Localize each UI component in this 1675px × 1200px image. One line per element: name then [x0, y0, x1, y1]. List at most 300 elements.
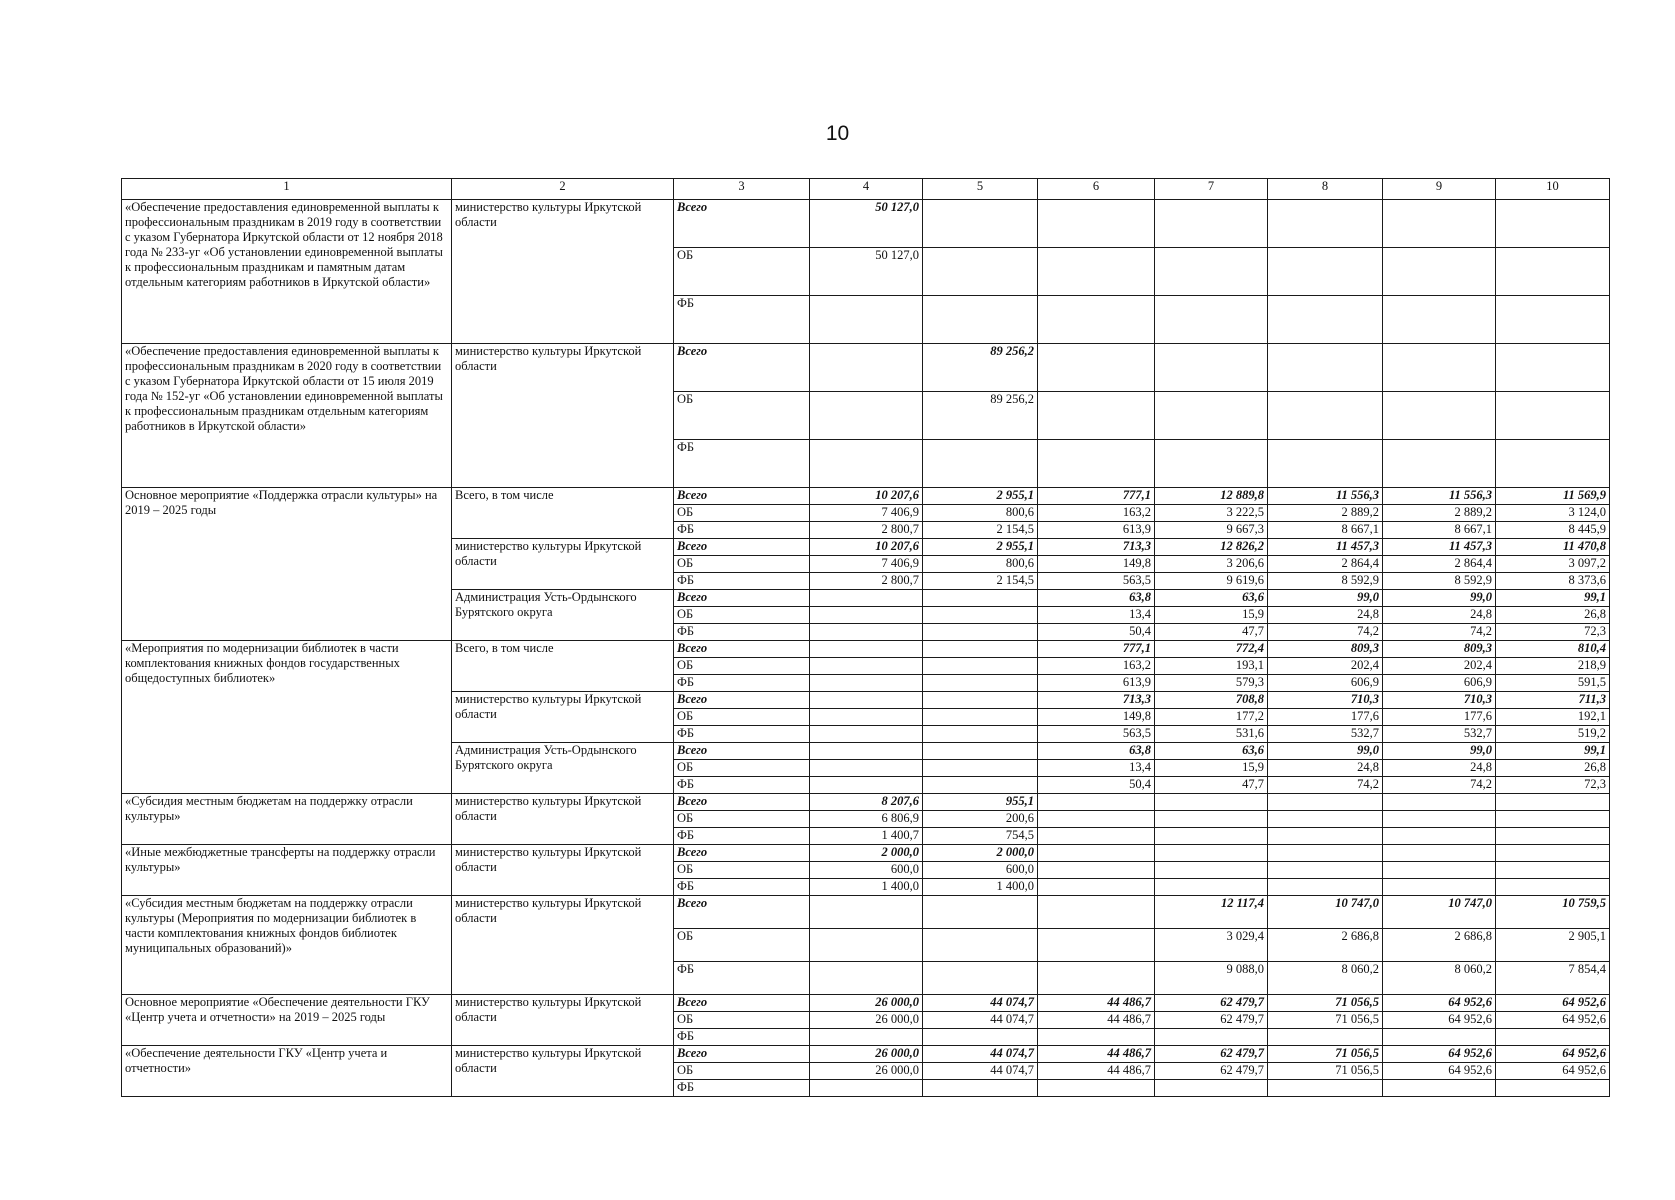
responsible-executor: министерство культуры Иркутской области: [452, 896, 674, 995]
value-cell: 192,1: [1496, 709, 1610, 726]
value-cell: [1155, 296, 1268, 344]
value-cell: 600,0: [923, 862, 1038, 879]
funding-source: Всего: [674, 794, 810, 811]
value-cell: 800,6: [923, 556, 1038, 573]
value-cell: 64 952,6: [1383, 995, 1496, 1012]
value-cell: [1038, 929, 1155, 962]
value-cell: 177,6: [1268, 709, 1383, 726]
value-cell: [1496, 828, 1610, 845]
responsible-executor: Всего, в том числе: [452, 488, 674, 539]
funding-source: Всего: [674, 590, 810, 607]
value-cell: 3 097,2: [1496, 556, 1610, 573]
value-cell: 531,6: [1155, 726, 1268, 743]
value-cell: 7 406,9: [810, 505, 923, 522]
value-cell: 8 445,9: [1496, 522, 1610, 539]
value-cell: 44 074,7: [923, 995, 1038, 1012]
value-cell: [923, 896, 1038, 929]
value-cell: [1383, 440, 1496, 488]
value-cell: 24,8: [1268, 607, 1383, 624]
budget-table: [121, 178, 1610, 1097]
measure-description: Основное мероприятие «Обеспечение деятельности ГКУ «Центр учета и отчетности» на 2019 – 2025 годы: [122, 995, 452, 1046]
value-cell: 532,7: [1268, 726, 1383, 743]
value-cell: 26 000,0: [810, 1012, 923, 1029]
value-cell: 10 747,0: [1383, 896, 1496, 929]
funding-source: ФБ: [674, 828, 810, 845]
value-cell: [1155, 862, 1268, 879]
value-cell: 2 889,2: [1268, 505, 1383, 522]
value-cell: 26 000,0: [810, 995, 923, 1012]
value-cell: 74,2: [1383, 777, 1496, 794]
value-cell: 809,3: [1268, 641, 1383, 658]
value-cell: [1268, 845, 1383, 862]
responsible-executor: министерство культуры Иркутской области: [452, 539, 674, 590]
value-cell: [1383, 845, 1496, 862]
value-cell: 74,2: [1383, 624, 1496, 641]
value-cell: 8 667,1: [1268, 522, 1383, 539]
value-cell: 955,1: [923, 794, 1038, 811]
value-cell: [1496, 440, 1610, 488]
value-cell: 99,0: [1268, 590, 1383, 607]
value-cell: 1 400,0: [923, 879, 1038, 896]
value-cell: [1383, 200, 1496, 248]
value-cell: 99,0: [1268, 743, 1383, 760]
value-cell: [923, 777, 1038, 794]
value-cell: 13,4: [1038, 607, 1155, 624]
value-cell: [810, 607, 923, 624]
value-cell: [1268, 1029, 1383, 1046]
value-cell: 200,6: [923, 811, 1038, 828]
value-cell: [810, 692, 923, 709]
value-cell: 8 060,2: [1268, 962, 1383, 995]
table-row: [122, 995, 1610, 1012]
value-cell: 10 207,6: [810, 488, 923, 505]
value-cell: [1268, 248, 1383, 296]
value-cell: 11 556,3: [1268, 488, 1383, 505]
funding-source: ФБ: [674, 962, 810, 995]
responsible-executor: министерство культуры Иркутской области: [452, 995, 674, 1046]
value-cell: 72,3: [1496, 624, 1610, 641]
value-cell: [923, 607, 1038, 624]
column-header: 4: [810, 179, 923, 200]
value-cell: 563,5: [1038, 726, 1155, 743]
funding-source: Всего: [674, 743, 810, 760]
table-row: [122, 1046, 1610, 1063]
value-cell: [1155, 794, 1268, 811]
responsible-executor: министерство культуры Иркутской области: [452, 200, 674, 344]
value-cell: [923, 296, 1038, 344]
value-cell: 44 486,7: [1038, 1063, 1155, 1080]
value-cell: 2 800,7: [810, 522, 923, 539]
value-cell: 809,3: [1383, 641, 1496, 658]
value-cell: [923, 590, 1038, 607]
value-cell: 708,8: [1155, 692, 1268, 709]
value-cell: [1496, 811, 1610, 828]
value-cell: 149,8: [1038, 556, 1155, 573]
value-cell: [1155, 1029, 1268, 1046]
measure-description: «Обеспечение предоставления единовременной выплаты к профессиональным праздникам в 2020 году в соответствии с указом Губернатора Иркутской области от 15 июля 2019 года № 152-уг «Об установлении единовременной выплаты к профессиональным праздникам отдельным категориям работников в Иркутской области»: [122, 344, 452, 488]
column-header: 6: [1038, 179, 1155, 200]
value-cell: 74,2: [1268, 777, 1383, 794]
value-cell: 11 457,3: [1268, 539, 1383, 556]
value-cell: 2 800,7: [810, 573, 923, 590]
value-cell: [923, 641, 1038, 658]
measure-description: «Обеспечение предоставления единовременной выплаты к профессиональным праздникам в 2019 году в соответствии с указом Губернатора Иркутской области от 12 ноября 2018 года № 233-уг «Об установлении единовременной выплаты к профессиональным праздникам и памятным датам отдельным категориям работников в Иркутской области»: [122, 200, 452, 344]
measure-description: «Обеспечение деятельности ГКУ «Центр учета и отчетности»: [122, 1046, 452, 1097]
value-cell: [1038, 879, 1155, 896]
value-cell: 26 000,0: [810, 1063, 923, 1080]
funding-source: Всего: [674, 200, 810, 248]
value-cell: [810, 726, 923, 743]
value-cell: 11 457,3: [1383, 539, 1496, 556]
table-row: [122, 896, 1610, 929]
value-cell: [923, 440, 1038, 488]
column-header: 7: [1155, 179, 1268, 200]
value-cell: [923, 692, 1038, 709]
value-cell: 44 074,7: [923, 1012, 1038, 1029]
value-cell: [810, 675, 923, 692]
value-cell: 63,6: [1155, 743, 1268, 760]
funding-source: ФБ: [674, 296, 810, 344]
funding-source: Всего: [674, 995, 810, 1012]
column-header: 1: [122, 179, 452, 200]
value-cell: [1496, 794, 1610, 811]
funding-source: ФБ: [674, 440, 810, 488]
value-cell: [1268, 794, 1383, 811]
value-cell: 71 056,5: [1268, 995, 1383, 1012]
value-cell: [1496, 845, 1610, 862]
value-cell: 563,5: [1038, 573, 1155, 590]
value-cell: 202,4: [1383, 658, 1496, 675]
funding-source: ФБ: [674, 1029, 810, 1046]
value-cell: 6 806,9: [810, 811, 923, 828]
funding-source: Всего: [674, 344, 810, 392]
funding-source: ОБ: [674, 248, 810, 296]
measure-description: Основное мероприятие «Поддержка отрасли культуры» на 2019 – 2025 годы: [122, 488, 452, 641]
value-cell: [810, 709, 923, 726]
value-cell: 11 556,3: [1383, 488, 1496, 505]
value-cell: 26 000,0: [810, 1046, 923, 1063]
value-cell: 24,8: [1383, 607, 1496, 624]
value-cell: [1496, 248, 1610, 296]
column-header: 8: [1268, 179, 1383, 200]
value-cell: [1383, 248, 1496, 296]
column-header: 2: [452, 179, 674, 200]
value-cell: [810, 1029, 923, 1046]
value-cell: 15,9: [1155, 607, 1268, 624]
value-cell: 64 952,6: [1383, 1046, 1496, 1063]
value-cell: [1268, 440, 1383, 488]
value-cell: 1 400,7: [810, 828, 923, 845]
value-cell: 63,6: [1155, 590, 1268, 607]
header-row: [122, 179, 1610, 200]
value-cell: 9 619,6: [1155, 573, 1268, 590]
value-cell: 177,6: [1383, 709, 1496, 726]
value-cell: 24,8: [1383, 760, 1496, 777]
value-cell: 3 222,5: [1155, 505, 1268, 522]
value-cell: 149,8: [1038, 709, 1155, 726]
column-header: 9: [1383, 179, 1496, 200]
value-cell: [1383, 862, 1496, 879]
responsible-executor: Администрация Усть-Ордынского Бурятского округа: [452, 743, 674, 794]
table-row: [122, 845, 1610, 862]
value-cell: 163,2: [1038, 505, 1155, 522]
value-cell: 519,2: [1496, 726, 1610, 743]
value-cell: [1496, 862, 1610, 879]
value-cell: 800,6: [923, 505, 1038, 522]
value-cell: 26,8: [1496, 760, 1610, 777]
value-cell: 50,4: [1038, 624, 1155, 641]
funding-source: ОБ: [674, 658, 810, 675]
value-cell: [810, 440, 923, 488]
value-cell: 99,0: [1383, 743, 1496, 760]
value-cell: [1383, 1080, 1496, 1097]
value-cell: 71 056,5: [1268, 1063, 1383, 1080]
value-cell: [1038, 248, 1155, 296]
value-cell: [1155, 344, 1268, 392]
value-cell: [1038, 392, 1155, 440]
value-cell: [1038, 296, 1155, 344]
value-cell: [810, 624, 923, 641]
value-cell: [810, 590, 923, 607]
value-cell: [1496, 392, 1610, 440]
value-cell: [810, 296, 923, 344]
table-row: [122, 200, 1610, 248]
funding-source: ОБ: [674, 392, 810, 440]
value-cell: 711,3: [1496, 692, 1610, 709]
value-cell: [1383, 392, 1496, 440]
value-cell: [810, 760, 923, 777]
value-cell: [1383, 828, 1496, 845]
value-cell: [810, 777, 923, 794]
value-cell: [1496, 1029, 1610, 1046]
value-cell: [1038, 811, 1155, 828]
value-cell: 62 479,7: [1155, 1012, 1268, 1029]
value-cell: 2 154,5: [923, 522, 1038, 539]
value-cell: 606,9: [1268, 675, 1383, 692]
value-cell: 12 889,8: [1155, 488, 1268, 505]
value-cell: [923, 929, 1038, 962]
value-cell: 591,5: [1496, 675, 1610, 692]
value-cell: 532,7: [1383, 726, 1496, 743]
value-cell: 772,4: [1155, 641, 1268, 658]
funding-source: ФБ: [674, 624, 810, 641]
funding-source: ОБ: [674, 607, 810, 624]
value-cell: 3 206,6: [1155, 556, 1268, 573]
measure-description: «Мероприятия по модернизации библиотек в части комплектования книжных фондов государственных общедоступных библиотек»: [122, 641, 452, 794]
funding-source: ФБ: [674, 1080, 810, 1097]
value-cell: 777,1: [1038, 488, 1155, 505]
value-cell: [1155, 200, 1268, 248]
value-cell: [810, 962, 923, 995]
value-cell: [1038, 794, 1155, 811]
value-cell: [923, 675, 1038, 692]
value-cell: 754,5: [923, 828, 1038, 845]
value-cell: 600,0: [810, 862, 923, 879]
value-cell: 89 256,2: [923, 392, 1038, 440]
responsible-executor: Всего, в том числе: [452, 641, 674, 692]
value-cell: [1383, 296, 1496, 344]
value-cell: 710,3: [1383, 692, 1496, 709]
value-cell: 71 056,5: [1268, 1046, 1383, 1063]
value-cell: [1038, 344, 1155, 392]
value-cell: [1038, 1080, 1155, 1097]
value-cell: 2 905,1: [1496, 929, 1610, 962]
value-cell: 177,2: [1155, 709, 1268, 726]
value-cell: 10 207,6: [810, 539, 923, 556]
value-cell: [810, 929, 923, 962]
funding-source: ФБ: [674, 726, 810, 743]
value-cell: 12 826,2: [1155, 539, 1268, 556]
value-cell: [1038, 962, 1155, 995]
value-cell: 15,9: [1155, 760, 1268, 777]
value-cell: [1038, 862, 1155, 879]
value-cell: [1383, 879, 1496, 896]
value-cell: [1383, 344, 1496, 392]
funding-source: Всего: [674, 896, 810, 929]
value-cell: [1038, 845, 1155, 862]
value-cell: [1268, 879, 1383, 896]
value-cell: 99,1: [1496, 743, 1610, 760]
value-cell: 50,4: [1038, 777, 1155, 794]
value-cell: [1268, 296, 1383, 344]
responsible-executor: министерство культуры Иркутской области: [452, 344, 674, 488]
value-cell: 47,7: [1155, 777, 1268, 794]
value-cell: 613,9: [1038, 522, 1155, 539]
value-cell: 2 889,2: [1383, 505, 1496, 522]
value-cell: [1268, 828, 1383, 845]
funding-source: ОБ: [674, 1012, 810, 1029]
value-cell: 10 759,5: [1496, 896, 1610, 929]
funding-source: ОБ: [674, 1063, 810, 1080]
value-cell: [1496, 296, 1610, 344]
column-header: 10: [1496, 179, 1610, 200]
value-cell: 218,9: [1496, 658, 1610, 675]
value-cell: 613,9: [1038, 675, 1155, 692]
value-cell: 3 124,0: [1496, 505, 1610, 522]
value-cell: [810, 641, 923, 658]
funding-source: ОБ: [674, 556, 810, 573]
value-cell: 71 056,5: [1268, 1012, 1383, 1029]
value-cell: 8 207,6: [810, 794, 923, 811]
value-cell: [1038, 200, 1155, 248]
table-row: [122, 641, 1610, 658]
measure-description: «Субсидия местным бюджетам на поддержку отрасли культуры»: [122, 794, 452, 845]
value-cell: 99,1: [1496, 590, 1610, 607]
value-cell: 8 592,9: [1268, 573, 1383, 590]
value-cell: [923, 743, 1038, 760]
value-cell: 8 060,2: [1383, 962, 1496, 995]
value-cell: [923, 760, 1038, 777]
value-cell: [1155, 845, 1268, 862]
value-cell: 62 479,7: [1155, 1046, 1268, 1063]
value-cell: [923, 1029, 1038, 1046]
value-cell: 64 952,6: [1383, 1012, 1496, 1029]
value-cell: 99,0: [1383, 590, 1496, 607]
value-cell: [1268, 811, 1383, 828]
value-cell: 63,8: [1038, 590, 1155, 607]
value-cell: [923, 1080, 1038, 1097]
value-cell: 64 952,6: [1383, 1063, 1496, 1080]
value-cell: 89 256,2: [923, 344, 1038, 392]
value-cell: 44 074,7: [923, 1063, 1038, 1080]
value-cell: 2 864,4: [1383, 556, 1496, 573]
value-cell: [923, 709, 1038, 726]
value-cell: 44 486,7: [1038, 1012, 1155, 1029]
value-cell: 62 479,7: [1155, 995, 1268, 1012]
value-cell: [1383, 811, 1496, 828]
value-cell: [1155, 392, 1268, 440]
value-cell: 710,3: [1268, 692, 1383, 709]
value-cell: [1155, 440, 1268, 488]
value-cell: 202,4: [1268, 658, 1383, 675]
funding-source: Всего: [674, 641, 810, 658]
value-cell: [1268, 392, 1383, 440]
table-row: [122, 794, 1610, 811]
value-cell: [923, 658, 1038, 675]
value-cell: 2 686,8: [1383, 929, 1496, 962]
value-cell: 1 400,0: [810, 879, 923, 896]
responsible-executor: министерство культуры Иркутской области: [452, 794, 674, 845]
value-cell: 713,3: [1038, 692, 1155, 709]
value-cell: [1155, 828, 1268, 845]
value-cell: 44 486,7: [1038, 995, 1155, 1012]
value-cell: 2 955,1: [923, 539, 1038, 556]
value-cell: [1155, 248, 1268, 296]
value-cell: 63,8: [1038, 743, 1155, 760]
value-cell: 606,9: [1383, 675, 1496, 692]
responsible-executor: Администрация Усть-Ордынского Бурятского округа: [452, 590, 674, 641]
responsible-executor: министерство культуры Иркутской области: [452, 692, 674, 743]
value-cell: [1268, 200, 1383, 248]
funding-source: ФБ: [674, 522, 810, 539]
value-cell: 13,4: [1038, 760, 1155, 777]
value-cell: 2 154,5: [923, 573, 1038, 590]
value-cell: [810, 658, 923, 675]
value-cell: 3 029,4: [1155, 929, 1268, 962]
measure-description: «Иные межбюджетные трансферты на поддержку отрасли культуры»: [122, 845, 452, 896]
value-cell: 9 667,3: [1155, 522, 1268, 539]
value-cell: [923, 248, 1038, 296]
value-cell: [810, 392, 923, 440]
value-cell: [923, 726, 1038, 743]
value-cell: 193,1: [1155, 658, 1268, 675]
value-cell: [810, 896, 923, 929]
funding-source: ОБ: [674, 505, 810, 522]
funding-source: Всего: [674, 488, 810, 505]
funding-source: ФБ: [674, 879, 810, 896]
funding-source: ФБ: [674, 573, 810, 590]
value-cell: 72,3: [1496, 777, 1610, 794]
value-cell: 2 864,4: [1268, 556, 1383, 573]
value-cell: 64 952,6: [1496, 995, 1610, 1012]
measure-description: «Субсидия местным бюджетам на поддержку отрасли культуры (Мероприятия по модернизации библиотек в части комплектования книжных фондов библиотек муниципальных образований)»: [122, 896, 452, 995]
value-cell: [1038, 440, 1155, 488]
funding-source: ОБ: [674, 811, 810, 828]
value-cell: 9 088,0: [1155, 962, 1268, 995]
value-cell: [1496, 1080, 1610, 1097]
funding-source: ОБ: [674, 709, 810, 726]
table-row: [122, 488, 1610, 505]
value-cell: [1155, 1080, 1268, 1097]
value-cell: 44 074,7: [923, 1046, 1038, 1063]
funding-source: ФБ: [674, 777, 810, 794]
value-cell: 62 479,7: [1155, 1063, 1268, 1080]
value-cell: [810, 344, 923, 392]
value-cell: [923, 624, 1038, 641]
value-cell: [1496, 344, 1610, 392]
value-cell: 8 667,1: [1383, 522, 1496, 539]
value-cell: 7 406,9: [810, 556, 923, 573]
